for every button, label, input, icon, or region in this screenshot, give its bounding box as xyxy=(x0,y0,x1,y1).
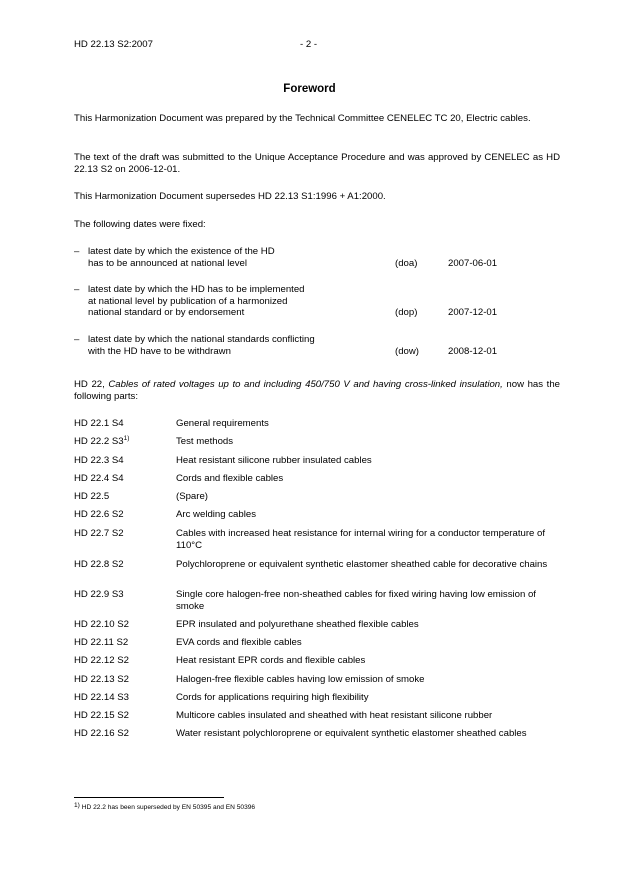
part-code: HD 22.10 S2 xyxy=(74,619,129,630)
paragraph-parts-intro xyxy=(74,379,560,402)
part-code: HD 22.14 S3 xyxy=(74,692,129,703)
paragraph-prepared-by: This Harmonization Document was prepared by the Technical Committee CENELEC TC 20, Electric cables. xyxy=(74,113,531,124)
intro-prefix: HD 22, xyxy=(74,379,109,390)
part-description: General requirements xyxy=(176,418,269,429)
part-code: HD 22.1 S4 xyxy=(74,418,124,429)
date-value: 2007-12-01 xyxy=(448,307,498,319)
footnote xyxy=(74,803,255,812)
date-item-text xyxy=(88,246,388,269)
paragraph-supersedes: This Harmonization Document supersedes HD 22.13 S1:1996 + A1:2000. xyxy=(74,191,386,202)
part-description: (Spare) xyxy=(176,491,208,502)
date-item-dop xyxy=(74,284,560,319)
date-value: 2007-06-01 xyxy=(448,258,498,270)
part-description: Arc welding cables xyxy=(176,509,256,520)
part-description: Multicore cables insulated and sheathed with heat resistant silicone rubber xyxy=(176,710,493,721)
date-item-line: latest date by which the existence of the HD xyxy=(88,246,275,257)
dash-bullet: – xyxy=(74,246,80,257)
dash-bullet: – xyxy=(74,334,80,345)
intro-suffix: now has the following parts: xyxy=(74,379,560,402)
part-code: HD 22.15 S2 xyxy=(74,710,129,721)
part-code: HD 22.6 S2 xyxy=(74,509,124,520)
document-id: HD 22.13 S2:2007 xyxy=(74,39,153,50)
part-description: Halogen-free flexible cables having low emission of smoke xyxy=(176,674,425,685)
paragraph-approval: The text of the draft was submitted to the Unique Acceptance Procedure and was approved by CENELEC as HD 22.13 S2 on 2006-12-01. xyxy=(74,152,560,175)
date-abbreviation: (dow) xyxy=(395,346,419,358)
date-abbreviation: (doa) xyxy=(395,258,418,270)
date-item-line: has to be announced at national level xyxy=(88,257,247,269)
date-value: 2008-12-01 xyxy=(448,346,498,358)
part-description: Single core halogen-free non-sheathed cables for fixed wiring having low emission of smoke xyxy=(176,589,536,612)
page-number: - 2 - xyxy=(300,39,318,50)
part-description: Heat resistant silicone rubber insulated cables xyxy=(176,455,372,466)
date-abbreviation: (dop) xyxy=(395,307,418,319)
part-description: Water resistant polychloroprene or equivalent synthetic elastomer sheathed cables xyxy=(176,728,527,739)
footnote-reference: 1) xyxy=(123,435,130,442)
date-item-text xyxy=(88,284,388,319)
part-description: Heat resistant EPR cords and flexible cables xyxy=(176,655,366,666)
part-description: Cords and flexible cables xyxy=(176,473,284,484)
part-code: HD 22.2 S3$^{1)}$ xyxy=(74,435,130,447)
part-code: HD 22.3 S4 xyxy=(74,455,124,466)
footnote-separator xyxy=(74,797,224,798)
part-code: HD 22.11 S2 xyxy=(74,637,129,648)
part-code: HD 22.16 S2 xyxy=(74,728,129,739)
footnote-mark: 1) xyxy=(74,802,80,809)
part-description: Cables with increased heat resistance for internal wiring for a conductor temperature of 110°C xyxy=(176,528,546,551)
date-item-line: latest date by which the national standards conflicting xyxy=(88,334,315,345)
date-item-line: latest date by which the HD has to be implemented xyxy=(88,284,305,295)
part-description: Polychloroprene or equivalent synthetic elastomer sheathed cable for decorative chains xyxy=(176,559,548,570)
part-description: EPR insulated and polyurethane sheathed flexible cables xyxy=(176,619,419,630)
part-code: HD 22.7 S2 xyxy=(74,528,124,539)
part-code: HD 22.13 S2 xyxy=(74,674,129,685)
date-item-doa xyxy=(74,246,560,270)
date-item-text xyxy=(88,334,388,357)
date-item-line: with the HD have to be withdrawn xyxy=(88,345,231,357)
part-description: EVA cords and flexible cables xyxy=(176,637,302,648)
part-code: HD 22.5 xyxy=(74,491,110,502)
date-item-line: at national level by publication of a harmonized xyxy=(88,295,288,307)
part-code: HD 22.12 S2 xyxy=(74,655,129,666)
paragraph-dates-fixed: The following dates were fixed: xyxy=(74,219,206,230)
part-code: HD 22.4 S4 xyxy=(74,473,124,484)
date-item-dow xyxy=(74,334,560,358)
dash-bullet: – xyxy=(74,284,80,295)
part-code: HD 22.8 S2 xyxy=(74,559,124,570)
intro-series-title: Cables of rated voltages up to and including 450/750 V and having cross-linked insulation, xyxy=(108,379,503,390)
part-code: HD 22.9 S3 xyxy=(74,589,124,600)
page-title: Foreword xyxy=(283,83,336,95)
footnote-text: HD 22.2 has been superseded by EN 50395 and EN 50396 xyxy=(79,804,256,811)
date-item-line: national standard or by endorsement xyxy=(88,307,245,319)
part-description: Cords for applications requiring high flexibility xyxy=(176,692,369,703)
part-description: Test methods xyxy=(176,436,234,447)
